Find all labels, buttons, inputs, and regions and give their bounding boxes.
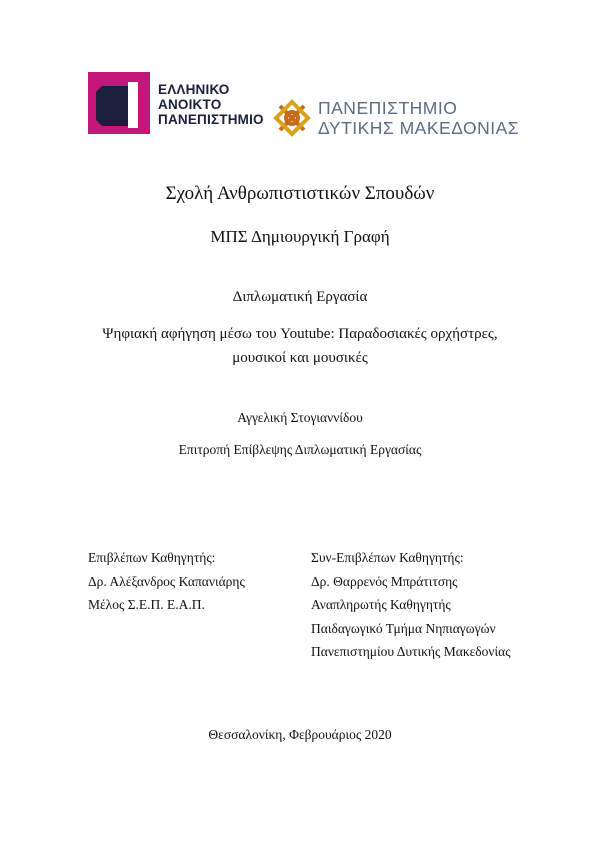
school-name: Σχολή Ανθρωπιστιστικών Σπουδών — [165, 183, 435, 204]
eap-line-1: ΕΛΛΗΝΙΚΟ — [158, 82, 230, 97]
logos-row — [0, 60, 600, 150]
supervisor-column — [88, 546, 245, 617]
eap-logo-icon — [88, 72, 150, 134]
author-name: Αγγελική Στογιαννίδου — [237, 410, 363, 425]
thesis-title-line-1: Ψηφιακή αφήγηση μέσω του Youtube: Παραδοσιακές ορχήστρες, — [102, 326, 498, 342]
thesis-title — [0, 322, 600, 370]
co-supervisor-line: Πανεπιστημίου Δυτικής Μακεδονίας — [311, 644, 511, 659]
co-supervisor-line: Αναπληρωτής Καθηγητής — [311, 597, 451, 612]
program-name: ΜΠΣ Δημιουργική Γραφή — [210, 227, 390, 246]
co-supervisor-line: Δρ. Θαρρενός Μπράτιτσης — [311, 573, 458, 589]
uowm-seal-icon — [272, 98, 312, 138]
supervisor-line: Μέλος Σ.Ε.Π. Ε.Α.Π. — [88, 597, 205, 612]
co-supervisor-column — [311, 546, 511, 664]
uowm-line-1: ΠΑΝΕΠΙΣΤΗΜΙΟ — [318, 98, 458, 118]
supervisor-line: Επιβλέπων Καθηγητής: — [88, 550, 216, 565]
eap-line-3: ΠΑΝΕΠΙΣΤΗΜΙΟ — [158, 112, 264, 127]
eap-logo-text — [158, 82, 264, 127]
co-supervisor-line: Παιδαγωγικό Τμήμα Νηπιαγωγών — [311, 620, 496, 636]
co-supervisor-line: Συν-Επιβλέπων Καθηγητής: — [311, 550, 464, 565]
uowm-line-2: ΔΥΤΙΚΗΣ ΜΑΚΕΔΟΝΙΑΣ — [318, 118, 520, 138]
eap-line-2: ΑΝΟΙΚΤΟ — [158, 97, 222, 112]
uowm-logo-text — [318, 98, 519, 138]
place-date: Θεσσαλονίκη, Φεβρουάριος 2020 — [208, 727, 392, 742]
committee-label: Επιτροπή Επίβλεψης Διπλωματική Εργασίας — [178, 442, 422, 457]
supervisor-line: Δρ. Αλέξανδρος Καπανιάρης — [88, 573, 245, 589]
thesis-title-line-2: μουσικοί και μουσικές — [232, 350, 368, 366]
thesis-type: Διπλωματική Εργασία — [232, 289, 368, 305]
